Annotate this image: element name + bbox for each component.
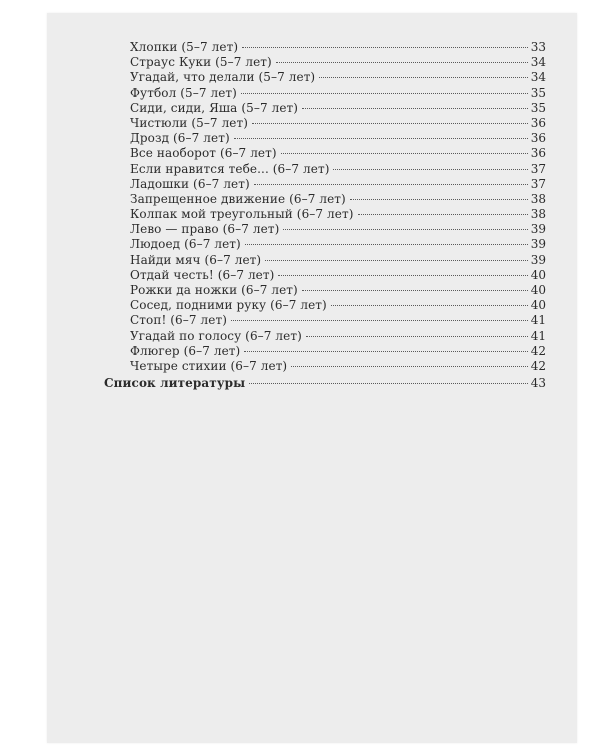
toc-entry-title: Рожки да ножки (6–7 лет)	[130, 283, 298, 297]
toc-entry-page: 36	[530, 131, 546, 146]
toc-entry-title: Список литературы	[104, 376, 246, 391]
toc-entry	[104, 146, 546, 161]
toc-entry-title: Ладошки (6–7 лет)	[130, 176, 250, 191]
toc-entry-page: 40	[530, 298, 546, 313]
toc-entry	[104, 101, 546, 116]
toc-entry	[104, 253, 546, 268]
toc-entry	[104, 237, 546, 252]
table-of-contents	[104, 40, 546, 391]
toc-entry-title: Угадай по голосу (6–7 лет)	[130, 328, 302, 343]
toc-entry	[104, 40, 546, 55]
toc-entry-page: 42	[530, 343, 546, 358]
toc-entry	[104, 192, 546, 207]
toc-entry-title: Чистюли (5–7 лет)	[130, 115, 249, 130]
toc-entry-title: Флюгер (6–7 лет)	[130, 343, 241, 358]
toc-entry-page: 39	[530, 222, 546, 237]
toc-entry	[104, 207, 546, 222]
toc-entry	[104, 222, 546, 237]
toc-entry-title: Если нравится тебе... (6–7 лет)	[130, 161, 330, 176]
dot-leader	[265, 259, 528, 261]
dot-leader	[283, 228, 527, 230]
toc-entry-title: Четыре стихии (6–7 лет)	[130, 358, 288, 373]
toc-entry-title: Все наоборот (6–7 лет)	[130, 146, 277, 161]
toc-entry-title: Сиди, сиди, Яша (5–7 лет)	[130, 100, 299, 115]
toc-entry	[104, 283, 546, 298]
toc-entry-title: Угадай, что делали (5–7 лет)	[130, 70, 316, 85]
toc-entry-title: Страус Куки (5–7 лет)	[130, 55, 272, 70]
toc-entry-title: Хлопки (5–7 лет)	[130, 40, 239, 54]
toc-entry-title: Сосед, подними руку (6–7 лет)	[130, 298, 327, 313]
toc-entry-page: 34	[530, 70, 546, 85]
toc-entry-page: 40	[530, 283, 546, 297]
book-page	[47, 13, 577, 743]
dot-leader	[333, 168, 527, 170]
dot-leader	[281, 152, 528, 154]
dot-leader	[252, 122, 528, 124]
toc-entry-page: 33	[530, 40, 546, 54]
toc-entry-title: Дрозд (6–7 лет)	[130, 131, 230, 146]
toc-entry-title: Людоед (6–7 лет)	[130, 237, 241, 252]
toc-entry-page: 38	[530, 207, 546, 222]
toc-entry-title: Отдай честь! (6–7 лет)	[130, 267, 275, 282]
toc-entry-page: 35	[530, 100, 546, 115]
toc-entry-title: Футбол (5–7 лет)	[130, 85, 237, 100]
toc-entry	[104, 162, 546, 177]
dot-leader	[249, 382, 527, 384]
dot-leader	[302, 107, 528, 109]
toc-entry-page: 39	[530, 252, 546, 267]
toc-entry-title: Лево — право (6–7 лет)	[130, 222, 280, 237]
dot-leader	[331, 304, 528, 306]
toc-entry-title: Найди мяч (6–7 лет)	[130, 252, 262, 267]
toc-entry-page: 34	[530, 55, 546, 70]
toc-entry-page: 35	[530, 85, 546, 100]
toc-entry	[104, 268, 546, 283]
dot-leader	[245, 243, 528, 245]
dot-leader	[306, 335, 528, 337]
toc-entry	[104, 131, 546, 146]
toc-entry	[104, 344, 546, 359]
toc-entry-title: Стоп! (6–7 лет)	[130, 313, 227, 328]
dot-leader	[291, 365, 528, 367]
dot-leader	[254, 183, 528, 185]
toc-entry-page: 36	[530, 115, 546, 130]
dot-leader	[350, 198, 528, 200]
toc-entry-page: 36	[530, 146, 546, 161]
toc-entry-title: Запрещенное движение (6–7 лет)	[130, 191, 346, 206]
toc-entry-page: 39	[530, 237, 546, 252]
toc-entry	[104, 55, 546, 70]
toc-entry-page: 41	[530, 313, 546, 328]
toc-entry	[104, 313, 546, 328]
dot-leader	[278, 274, 527, 276]
toc-entry-page: 37	[530, 176, 546, 191]
dot-leader	[231, 319, 528, 321]
toc-entry-page: 42	[530, 358, 546, 373]
toc-entry	[104, 116, 546, 131]
toc-entry-bibliography	[104, 376, 546, 391]
toc-entry-page: 41	[530, 328, 546, 343]
toc-entry-title: Колпак мой треугольный (6–7 лет)	[130, 207, 354, 222]
toc-entry	[104, 86, 546, 101]
toc-entry	[104, 329, 546, 344]
dot-leader	[234, 137, 528, 139]
dot-leader	[244, 350, 527, 352]
toc-entry-page: 38	[530, 191, 546, 206]
dot-leader	[241, 92, 528, 94]
dot-leader	[242, 46, 528, 48]
dot-leader	[302, 289, 528, 291]
toc-entry-page: 43	[530, 376, 546, 391]
toc-entry-page: 40	[530, 267, 546, 282]
toc-entry	[104, 70, 546, 85]
dot-leader	[358, 213, 528, 215]
toc-entry	[104, 177, 546, 192]
dot-leader	[319, 76, 528, 78]
toc-entry	[104, 298, 546, 313]
dot-leader	[276, 61, 528, 63]
toc-entry-page: 37	[530, 161, 546, 176]
toc-entry	[104, 359, 546, 374]
